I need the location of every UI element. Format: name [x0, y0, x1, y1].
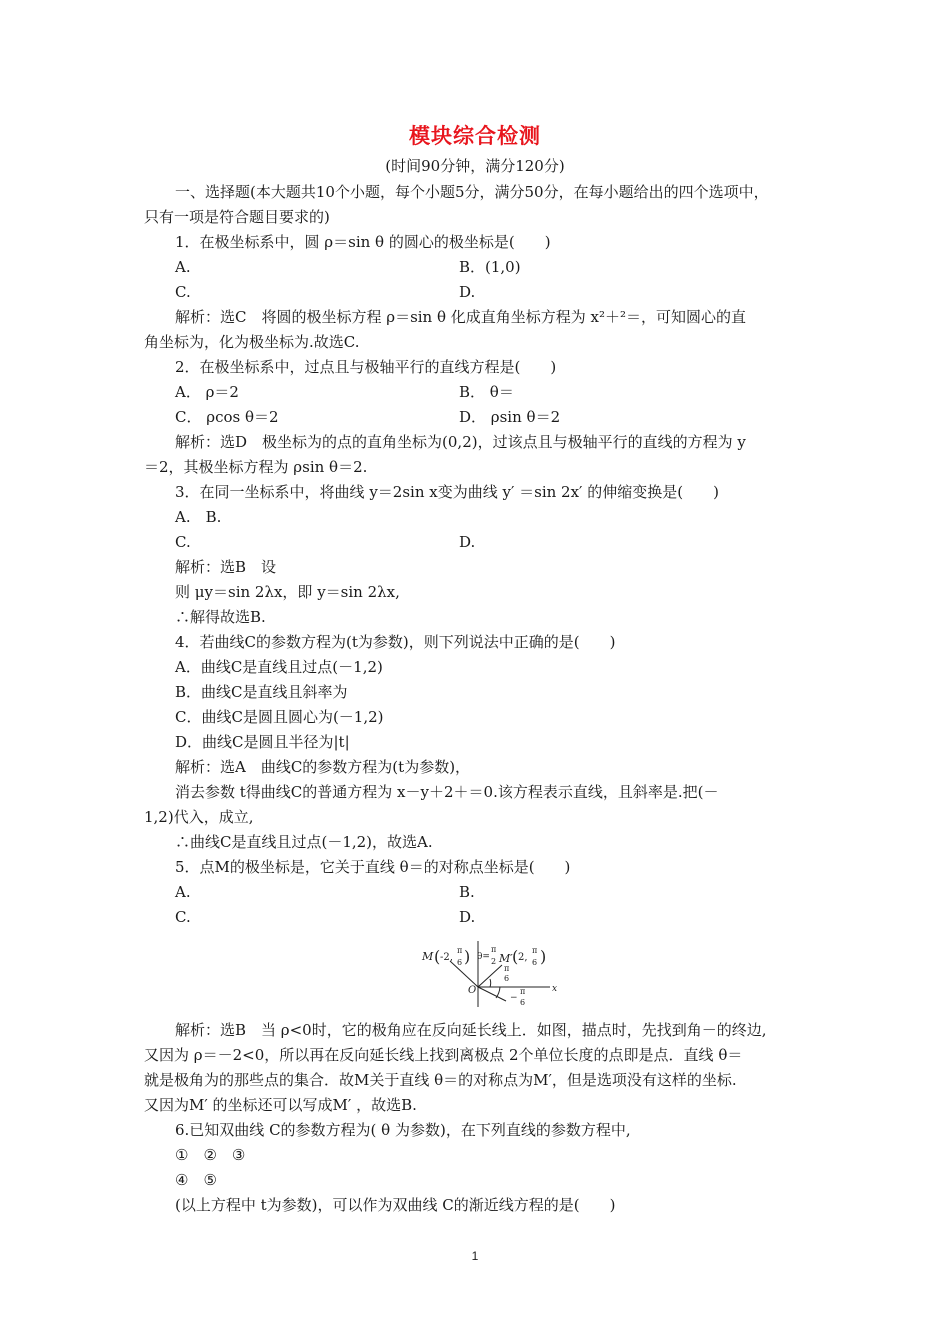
q1-option-a: A. [175, 258, 191, 276]
mp-num: π [532, 946, 538, 955]
low-angle-num: π [520, 987, 526, 996]
q5-solution: 解析：选B 当 ρ<0时，它的极角应在反向延长线上．如图，描点时，先找到角－的终边, [175, 1021, 767, 1039]
q4-option-a: A．曲线C是直线且过点(－1,2) [175, 658, 383, 676]
neg-sign: − [510, 993, 518, 1003]
question-2: 2．在极坐标系中，过点且与极轴平行的直线方程是( ) [175, 358, 557, 376]
m-coord-r: -2, [440, 952, 453, 963]
q5-option-c: C. [175, 908, 191, 926]
section-instruction: 一、选择题(本大题共10个小题，每个小题5分，满分50分，在每小题给出的四个选项中， [175, 183, 769, 201]
q1-solution-cont: 角坐标为，化为极坐标为.故选C. [144, 333, 360, 351]
question-5: 5．点M的极坐标是，它关于直线 θ＝的对称点坐标是( ) [175, 858, 571, 876]
q1-option-b: B．(1,0) [459, 258, 521, 276]
q2-option-b: B． θ＝ [459, 383, 514, 401]
q3-solution: 解析：选B 设 [175, 558, 277, 576]
q2-solution-cont: ＝2，其极坐标方程为 ρsin θ＝2. [144, 458, 368, 476]
q4-option-c: C．曲线C是圆且圆心为(－1,2) [175, 708, 384, 726]
q1-option-d: D. [459, 283, 476, 301]
mp-den: 6 [532, 958, 538, 967]
mp-coord-r: 2, [518, 952, 528, 963]
inner-angle-den: 6 [504, 974, 510, 983]
q4-solution-line2: 消去参数 t得曲线C的普通方程为 x－y＋2＋＝0.该方程表示直线，且斜率是.把(－ [175, 783, 719, 801]
ray-negative-angle [478, 987, 506, 1001]
point-m-label: M [422, 950, 434, 963]
m-close-paren: ) [464, 947, 471, 966]
q5-option-d: D. [459, 908, 476, 926]
q3-option-ab: A. B. [175, 508, 222, 526]
q2-solution: 解析：选D 极坐标为的点的直角坐标为(0,2)，过该点且与极轴平行的直线的方程为 y [175, 433, 746, 451]
q4-solution-line4: ∴曲线C是直线且过点(－1,2)，故选A. [175, 833, 433, 851]
question-4: 4．若曲线C的参数方程为(t为参数)，则下列说法中正确的是( ) [175, 633, 616, 651]
q5-option-a: A. [175, 883, 191, 901]
q4-solution-line3: 1,2)代入，成立, [144, 808, 254, 826]
x-axis-label: x [552, 984, 558, 994]
theta-eq-label: θ= [477, 952, 490, 962]
q3-solution-line2: 则 μy＝sin 2λx，即 y＝sin 2λx, [175, 583, 400, 601]
question-3: 3．在同一坐标系中，将曲线 y＝2sin x变为曲线 y′ ＝sin 2x′ 的伸缩变换是( ) [175, 483, 719, 501]
q5-option-b: B. [459, 883, 475, 901]
page-number: 1 [471, 1249, 479, 1263]
q4-option-b: B．曲线C是直线且斜率为 [175, 683, 348, 701]
q2-option-c: C． ρcos θ＝2 [175, 408, 279, 426]
q1-option-c: C. [175, 283, 191, 301]
page-title: 模块综合检测 [409, 124, 541, 148]
point-mp-label: M′ [499, 952, 513, 965]
q3-solution-line3: ∴解得故选B. [175, 608, 266, 626]
section-instruction-cont: 只有一项是符合题目要求的) [144, 208, 330, 226]
polar-diagram [420, 941, 570, 1011]
q5-solution-line2: 又因为 ρ＝－2<0，所以再在反向延长线上找到离极点 2个单位长度的点即是点．直线 θ＝ [144, 1046, 743, 1064]
question-1: 1．在极坐标系中，圆 ρ＝sin θ 的圆心的极坐标是( ) [175, 233, 551, 251]
m-coord-num: π [457, 946, 463, 955]
q6-options-row2: ④ ⑤ [175, 1171, 217, 1189]
q5-solution-line3: 就是极角为的那些点的集合．故M关于直线 θ＝的对称点为M′，但是选项没有这样的坐标. [144, 1071, 737, 1089]
q2-option-d: D． ρsin θ＝2 [459, 408, 561, 426]
negative-angle-arc [496, 987, 500, 998]
ray-to-m-prime [478, 965, 502, 987]
inner-angle-num: π [504, 964, 510, 973]
q2-option-a: A． ρ＝2 [175, 383, 239, 401]
q6-stem-cont: (以上方程中 t为参数)，可以作为双曲线 C的渐近线方程的是( ) [175, 1196, 616, 1214]
q6-options-row1: ① ② ③ [175, 1146, 246, 1164]
low-angle-den: 6 [520, 998, 526, 1007]
m-coord-den: 6 [457, 958, 463, 967]
question-6: 6.已知双曲线 C的参数方程为( θ 为参数)，在下列直线的参数方程中, [175, 1121, 631, 1139]
q3-option-c: C. [175, 533, 191, 551]
q4-option-d: D．曲线C是圆且半径为|t| [175, 733, 350, 751]
origin-label: O [468, 985, 477, 996]
mp-open-paren: ( [512, 947, 519, 966]
theta-den: 2 [491, 957, 497, 966]
theta-num: π [491, 945, 497, 954]
q3-option-d: D. [459, 533, 476, 551]
q4-solution: 解析：选A 曲线C的参数方程为(t为参数)， [175, 758, 471, 776]
page-subtitle: (时间90分钟，满分120分) [385, 157, 565, 175]
m-open-paren: ( [434, 947, 441, 966]
q5-solution-line4: 又因为M′ 的坐标还可以写成M′ ，故选B. [144, 1096, 417, 1114]
q1-solution: 解析：选C 将圆的极坐标方程 ρ＝sin θ 化成直角坐标方程为 x²＋²＝，可知圆心的直 [175, 308, 747, 326]
mp-close-paren: ) [540, 947, 547, 966]
angle-arc [490, 979, 491, 987]
